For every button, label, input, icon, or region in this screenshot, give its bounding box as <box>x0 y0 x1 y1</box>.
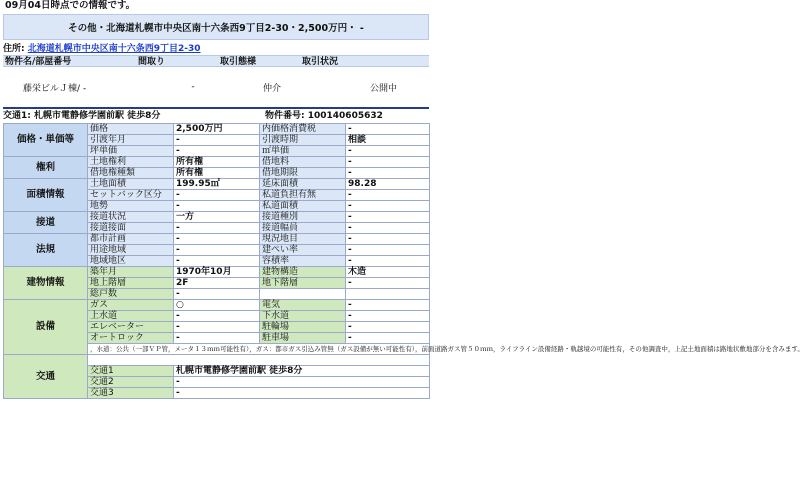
property-number: 物件番号: 100140605632 <box>265 111 383 121</box>
row-label: 容積率 <box>260 256 346 267</box>
row-value: - <box>174 311 260 322</box>
row-value: 98.28 <box>346 179 430 190</box>
address-label: 住所: <box>3 44 25 54</box>
row-label: 土地面積 <box>88 179 174 190</box>
row-label: 引渡時期 <box>260 135 346 146</box>
section-facilities-title: 設備 <box>4 300 88 355</box>
row-label: 坪単価 <box>88 146 174 157</box>
row-empty <box>260 289 346 300</box>
row-label: セットバック区分 <box>88 190 174 201</box>
row-label: 交通3 <box>88 388 174 399</box>
row-value: - <box>174 201 260 212</box>
row-label: 借地料 <box>260 157 346 168</box>
row-label: 借地期限 <box>260 168 346 179</box>
row-label: 建ぺい率 <box>260 245 346 256</box>
row-label: 総戸数 <box>88 289 174 300</box>
row-label: 土地権利 <box>88 157 174 168</box>
row-label: 内価格消費税 <box>260 124 346 135</box>
row-label: 建物構造 <box>260 267 346 278</box>
row-label: 地域地区 <box>88 256 174 267</box>
row-value: - <box>346 168 430 179</box>
row-value: 所有権 <box>174 157 260 168</box>
property-row <box>3 67 429 109</box>
row-label: 引渡年月 <box>88 135 174 146</box>
row-value: - <box>346 300 430 311</box>
row-label: 用途地域 <box>88 245 174 256</box>
row-value: - <box>346 311 430 322</box>
row-value: - <box>174 333 260 344</box>
row-label: 電気 <box>260 300 346 311</box>
section-transport-title: 交通 <box>4 355 88 399</box>
row-label: 地勢 <box>88 201 174 212</box>
row-value: 相談 <box>346 135 430 146</box>
row-label: 接道接面 <box>88 223 174 234</box>
row-value: - <box>174 190 260 201</box>
table-row <box>4 212 430 223</box>
row-value: - <box>174 146 260 157</box>
row-label: ㎡単価 <box>260 146 346 157</box>
table-row <box>4 179 430 190</box>
row-label: 接道状況 <box>88 212 174 223</box>
row-value: - <box>346 223 430 234</box>
row-label: 私道面積 <box>260 201 346 212</box>
row-value: 一方 <box>174 212 260 223</box>
row-value: - <box>174 234 260 245</box>
property-name: 藤栄ビルＪ棟/ - <box>23 83 87 94</box>
row-empty <box>346 289 430 300</box>
row-value: - <box>346 190 430 201</box>
row-value: - <box>174 322 260 333</box>
row-label: エレベーター <box>88 322 174 333</box>
row-value: - <box>174 377 430 388</box>
row-value: 木造 <box>346 267 430 278</box>
section-building-title: 建物情報 <box>4 267 88 300</box>
table-row <box>4 300 430 311</box>
row-label: 駐車場 <box>260 333 346 344</box>
row-label: 駐輪場 <box>260 322 346 333</box>
address-line <box>3 43 429 55</box>
date-info: 09月04日時点での情報です。 <box>5 0 136 11</box>
row-value: - <box>174 245 260 256</box>
row-label: 築年月 <box>88 267 174 278</box>
row-value: - <box>346 212 430 223</box>
section-area-title: 面積情報 <box>4 179 88 212</box>
table-row <box>4 124 430 135</box>
row-value: - <box>346 278 430 289</box>
row-label: 私道負担有無 <box>260 190 346 201</box>
access-line <box>3 110 429 123</box>
row-value: 2F <box>174 278 260 289</box>
row-value: - <box>346 124 430 135</box>
section-price-title: 価格・単価等 <box>4 124 88 157</box>
detail-table <box>3 123 804 399</box>
section-road-title: 接道 <box>4 212 88 234</box>
property-deal-type: 仲介 <box>262 83 281 94</box>
row-value: - <box>346 146 430 157</box>
row-value: 所有権 <box>174 168 260 179</box>
row-value: - <box>346 201 430 212</box>
row-label: 交通2 <box>88 377 174 388</box>
header-layout: 間取り <box>138 57 166 67</box>
row-label: ガス <box>88 300 174 311</box>
table-row <box>4 267 430 278</box>
row-value: 1970年10月 <box>174 267 260 278</box>
address-link[interactable]: 北海道札幌市中央区南十六条西9丁目2-30 <box>27 44 201 54</box>
property-status: 公開中 <box>369 83 397 94</box>
section-law-title: 法規 <box>4 234 88 267</box>
table-row <box>4 355 430 366</box>
row-label: 下水道 <box>260 311 346 322</box>
row-value: - <box>346 234 430 245</box>
table-row <box>4 157 430 168</box>
row-label: 接道幅員 <box>260 223 346 234</box>
row-value: - <box>174 289 260 300</box>
row-value: ○ <box>174 300 260 311</box>
row-value: - <box>346 256 430 267</box>
row-label: 上水道 <box>88 311 174 322</box>
header-name: 物件名/部屋番号 <box>5 57 72 67</box>
row-label: 都市計画 <box>88 234 174 245</box>
row-value: - <box>346 245 430 256</box>
row-label: 現況地目 <box>260 234 346 245</box>
row-value: - <box>346 333 430 344</box>
row-value: - <box>174 256 260 267</box>
row-value: - <box>346 322 430 333</box>
spacer-row <box>88 355 430 366</box>
row-label: 地下階層 <box>260 278 346 289</box>
row-value: 札幌市電静修学園前駅 徒歩8分 <box>174 366 430 377</box>
access-summary: 交通1: 札幌市電静修学園前駅 徒歩8分 <box>3 111 161 121</box>
row-label: 地上階層 <box>88 278 174 289</box>
property-header <box>3 55 429 67</box>
row-label: 交通1 <box>88 366 174 377</box>
row-label: 延床面積 <box>260 179 346 190</box>
row-value: - <box>174 388 430 399</box>
section-rights-title: 権利 <box>4 157 88 179</box>
row-label: 借地権種類 <box>88 168 174 179</box>
row-value: - <box>174 135 260 146</box>
page-title: その他・北海道札幌市中央区南十六条西9丁目2-30・2,500万円・ - <box>68 23 364 34</box>
row-value: - <box>346 157 430 168</box>
row-label: 接道種別 <box>260 212 346 223</box>
row-value: 2,500万円 <box>174 124 260 135</box>
table-row <box>4 234 430 245</box>
header-status: 取引状況 <box>302 57 339 67</box>
row-label: オートロック <box>88 333 174 344</box>
page-title-box <box>3 14 429 40</box>
facilities-note: ，水道：公共（一部ＶＰ管，メータ１３ｍｍ可能性有），ガス：都市ガス引込み管無（ガス設備が無い可能性有），前面道路ガス管５０ｍｍ，ライフライン設備経路・軌越境の可能性有，その他調査中，上記土地面積は路地状敷地部分を含みます。 <box>88 344 430 355</box>
header-deal-type: 取引態様 <box>220 57 257 67</box>
row-value: - <box>174 223 260 234</box>
row-value: 199.95㎡ <box>174 179 260 190</box>
row-label: 価格 <box>88 124 174 135</box>
property-layout: - <box>191 82 195 92</box>
